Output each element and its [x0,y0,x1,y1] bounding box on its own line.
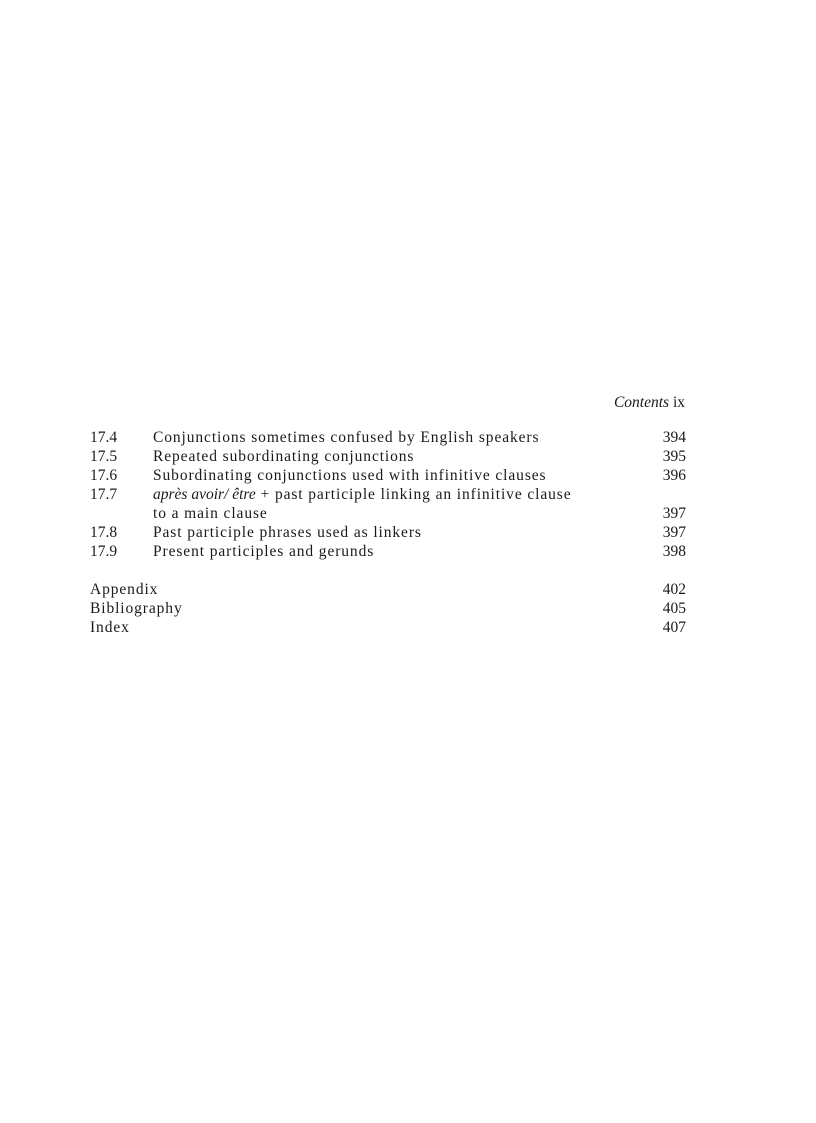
toc-entry-17-7-continued[interactable] [90,504,686,523]
back-matter-page: 405 [662,600,686,617]
toc-entry-index[interactable] [90,618,686,637]
back-matter-page: 407 [662,619,686,636]
section-number: 17.6 [90,467,118,484]
section-page: 398 [662,543,686,560]
page-number: ix [672,394,685,411]
section-number: 17.7 [90,486,118,503]
section-title: Present participles and gerunds [153,543,375,560]
section-title: Past participle phrases used as linkers [153,524,422,541]
section-title-italic: après avoir/ être [153,486,256,503]
section-title: Subordinating conjunctions used with infinitive clauses [153,467,547,484]
toc-entry-17-4[interactable] [90,428,686,447]
section-title-rest: + past participle linking an infinitive clause [255,486,572,503]
section-title [153,485,572,504]
toc-entry-17-6[interactable] [90,466,686,485]
section-title: Repeated subordinating conjunctions [153,448,415,465]
toc-entry-bibliography[interactable] [90,599,686,618]
toc-entry-17-5[interactable] [90,447,686,466]
back-matter-page: 402 [662,581,686,598]
section-title: Conjunctions sometimes confused by English speakers [153,429,540,446]
section-page: 397 [662,524,686,541]
toc-entry-17-9[interactable] [90,542,686,561]
toc-entry-17-8[interactable] [90,523,686,542]
toc-entry-appendix[interactable] [90,580,686,599]
back-matter-title: Appendix [90,581,159,598]
section-page: 397 [662,505,686,522]
table-of-contents [90,428,686,637]
section-page: 395 [662,448,686,465]
toc-entry-17-7[interactable] [90,485,686,504]
section-page: 396 [662,467,686,484]
section-title-line2: to a main clause [153,505,268,522]
toc-spacer [90,561,686,580]
back-matter-title: Index [90,619,130,636]
running-header-title: Contents [613,394,670,411]
section-number: 17.9 [90,543,118,560]
running-header [614,394,685,412]
section-page: 394 [662,429,686,446]
section-number: 17.5 [90,448,118,465]
back-matter-title: Bibliography [90,600,183,617]
section-number: 17.8 [90,524,118,541]
section-number: 17.4 [90,429,118,446]
